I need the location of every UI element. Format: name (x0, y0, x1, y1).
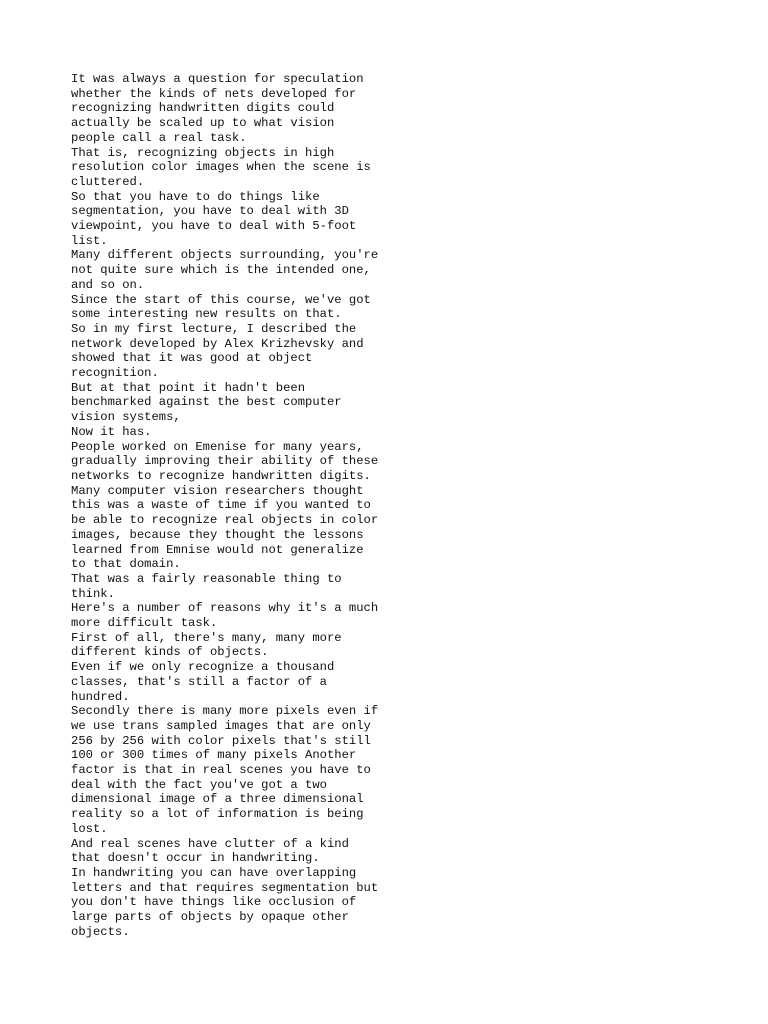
text-line: more difficult task. (71, 616, 218, 631)
text-line: hundred. (71, 689, 130, 704)
text-line: letters and that requires segmentation but (71, 880, 379, 895)
text-line: benchmarked against the best computer (71, 395, 342, 410)
text-line: Many computer vision researchers thought (71, 483, 364, 498)
text-line: So that you have to do things like (71, 189, 320, 204)
text-line: gradually improving their ability of these (71, 454, 379, 469)
text-line: classes, that's still a factor of a (71, 674, 327, 689)
text-line: vision systems, (71, 410, 181, 425)
transcript-text (71, 72, 411, 939)
text-line: list. (71, 233, 108, 248)
text-line: not quite sure which is the intended one, (71, 263, 371, 278)
text-line: Here's a number of reasons why it's a much (71, 601, 379, 616)
text-line: and so on. (71, 277, 145, 292)
text-line: Now it has. (71, 424, 152, 439)
text-line: reality so a lot of information is being (71, 807, 364, 822)
text-line: lost. (71, 821, 108, 836)
text-line: viewpoint, you have to deal with 5-foot (71, 219, 357, 234)
text-line: cluttered. (71, 174, 145, 189)
text-line: recognizing handwritten digits could (71, 101, 335, 116)
text-line: First of all, there's many, many more (71, 630, 342, 645)
text-line: showed that it was good at object (71, 351, 313, 366)
text-line: factor is that in real scenes you have to (71, 763, 371, 778)
text-line: large parts of objects by opaque other (71, 910, 349, 925)
text-line: Even if we only recognize a thousand (71, 660, 335, 675)
text-line: whether the kinds of nets developed for (71, 86, 357, 101)
text-line: we use trans sampled images that are only (71, 718, 371, 733)
text-line: It was always a question for speculation (71, 72, 364, 86)
text-line: That is, recognizing objects in high (71, 145, 335, 160)
text-line: to that domain. (71, 557, 181, 572)
text-line: Many different objects surrounding, you're (71, 248, 379, 263)
text-line: 256 by 256 with color pixels that's still (71, 733, 371, 748)
text-line: segmentation, you have to deal with 3D (71, 204, 349, 219)
text-line: recognition. (71, 366, 159, 381)
text-line: some interesting new results on that. (71, 307, 342, 322)
text-line: objects. (71, 924, 130, 939)
text-line: network developed by Alex Krizhevsky and (71, 336, 364, 351)
text-line: learned from Emnise would not generalize (71, 542, 364, 557)
text-line: think. (71, 586, 115, 601)
text-line: images, because they thought the lessons (71, 527, 364, 542)
text-line: dimensional image of a three dimensional (71, 792, 364, 807)
text-line: this was a waste of time if you wanted to (71, 498, 371, 513)
text-line: resolution color images when the scene is (71, 160, 371, 175)
text-line: deal with the fact you've got a two (71, 777, 327, 792)
text-line: And real scenes have clutter of a kind (71, 836, 349, 851)
text-line: that doesn't occur in handwriting. (71, 851, 320, 866)
text-line: So in my first lecture, I described the (71, 321, 357, 336)
text-line: networks to recognize handwritten digits. (71, 468, 371, 483)
text-line: actually be scaled up to what vision (71, 116, 335, 131)
text-line: In handwriting you can have overlapping (71, 865, 357, 880)
text-line: 100 or 300 times of many pixels Another (71, 748, 357, 763)
text-line: That was a fairly reasonable thing to (71, 571, 342, 586)
text-line: People worked on Emenise for many years, (71, 439, 364, 454)
text-line: different kinds of objects. (71, 645, 269, 660)
text-line: Secondly there is many more pixels even if (71, 704, 379, 719)
text-line: But at that point it hadn't been (71, 380, 306, 395)
text-line: people call a real task. (71, 130, 247, 145)
text-line: be able to recognize real objects in color (71, 513, 379, 528)
text-line: you don't have things like occlusion of (71, 895, 357, 910)
text-line: Since the start of this course, we've got (71, 292, 371, 307)
